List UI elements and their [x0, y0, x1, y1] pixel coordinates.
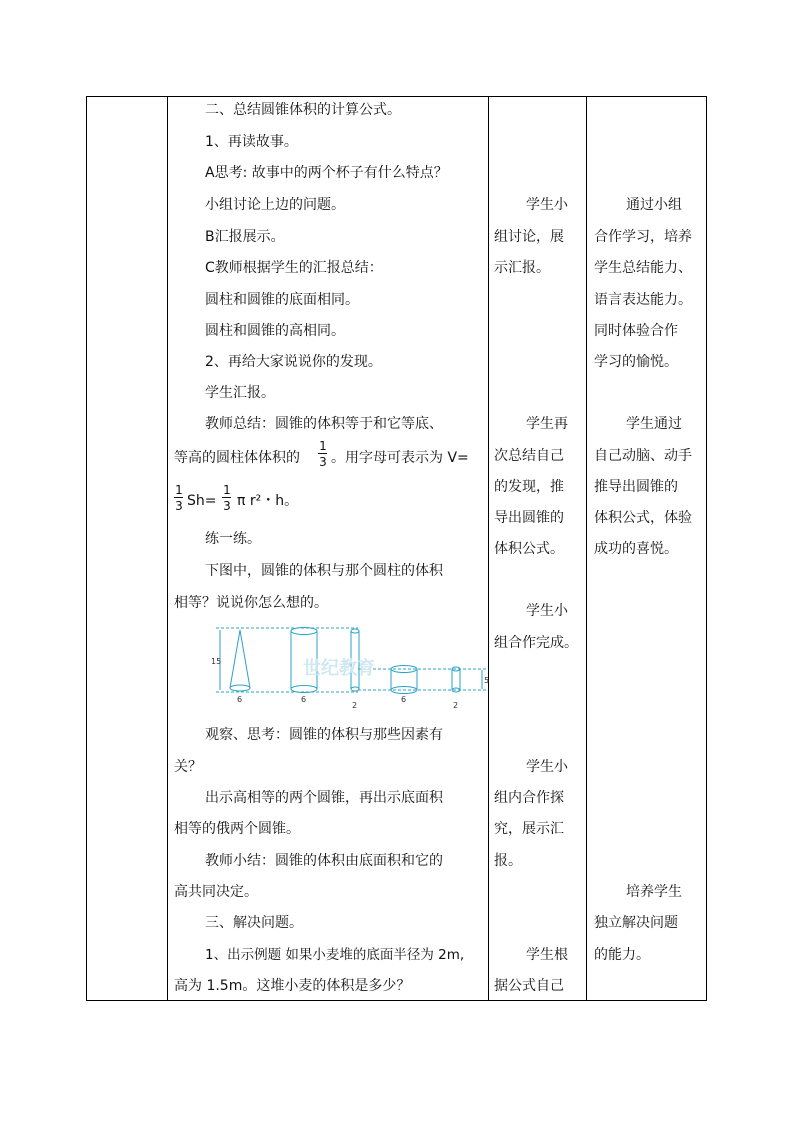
cylinder-base — [291, 686, 317, 693]
dim-label: 5 — [484, 676, 490, 685]
intent-line: 推导出圆锥的 — [594, 479, 678, 495]
fraction-numerator: 1 — [319, 439, 327, 453]
intent-line: 的能力。 — [594, 947, 650, 963]
fraction-denominator: 3 — [175, 499, 183, 513]
content-line: Sh= — [187, 493, 217, 509]
content-line: 2、再给大家说说你的发现。 — [205, 354, 382, 370]
student-line: 组讨论，展 — [494, 229, 564, 245]
dim-label: 6 — [301, 695, 307, 704]
fraction-bar — [174, 497, 183, 498]
column-divider — [488, 97, 489, 1000]
fraction-bar — [222, 497, 231, 498]
fraction-numerator: 1 — [223, 483, 231, 497]
student-line: 次总结自己 — [494, 448, 564, 464]
content-line: 相等？说说你怎么想的。 — [174, 595, 328, 611]
content-line: A思考: 故事中的两个杯子有什么特点？ — [205, 165, 448, 181]
student-line: 学生小 — [526, 197, 568, 213]
content-line: C教师根据学生的汇报总结： — [205, 260, 383, 276]
student-line: 学生小 — [526, 759, 568, 775]
content-line: 相等的俄两个圆锥。 — [174, 821, 300, 837]
intent-line: 合作学习，培养 — [594, 229, 692, 245]
content-line: 等高的圆柱体体积的 — [174, 450, 300, 466]
student-line: 学生小 — [526, 603, 568, 619]
content-line: 观察、思考：圆锥的体积与那些因素有 — [205, 727, 443, 743]
content-line: 练一练。 — [205, 531, 261, 547]
student-line: 组内合作探 — [494, 790, 564, 806]
watermark: 世纪教育 — [303, 658, 375, 679]
fraction-denominator: 3 — [319, 455, 327, 469]
content-line: B汇报展示。 — [205, 229, 285, 245]
intent-line: 学习的愉悦。 — [594, 354, 678, 370]
content-line: 教师总结：圆锥的体积等于和它等底、 — [205, 416, 443, 432]
column-divider — [586, 97, 587, 1000]
intent-line: 独立解决问题 — [594, 915, 678, 931]
fraction-denominator: 3 — [223, 499, 231, 513]
cylinder-top — [291, 628, 317, 635]
intent-line: 学生通过 — [626, 416, 682, 432]
content-line: 出示高相等的两个圆锥，再出示底面积 — [205, 790, 443, 806]
student-line: 示汇报。 — [494, 260, 550, 276]
intent-line: 自己动脑、动手 — [594, 448, 692, 464]
student-line: 报。 — [494, 853, 522, 869]
intent-line: 成功的喜悦。 — [594, 541, 678, 557]
fraction-bar — [318, 453, 327, 454]
section-heading: 二、总结圆锥体积的计算公式。 — [205, 102, 401, 118]
intent-line: 同时体验合作 — [594, 323, 678, 339]
cone-cylinder-figure — [208, 622, 490, 712]
student-line: 究，展示汇 — [494, 821, 564, 837]
fraction-numerator: 1 — [175, 483, 183, 497]
intent-line: 体积公式，体验 — [594, 510, 692, 526]
intent-line: 培养学生 — [626, 884, 682, 900]
student-line: 导出圆锥的 — [494, 510, 564, 526]
content-line: 小组讨论上边的问题。 — [205, 197, 345, 213]
student-line: 学生再 — [526, 416, 568, 432]
section-heading: 三、解决问题。 — [205, 915, 303, 931]
student-line: 学生根 — [526, 947, 568, 963]
cone-base — [230, 685, 250, 691]
intent-line: 通过小组 — [626, 197, 682, 213]
student-line: 的发现，推 — [494, 479, 564, 495]
cylinder-top — [351, 629, 359, 633]
student-line: 据公式自己 — [494, 978, 564, 994]
content-line: π r²・h。 — [237, 493, 299, 509]
dim-label: 15 — [211, 657, 222, 666]
content-line: 高共同决定。 — [174, 884, 258, 900]
dim-label: 2 — [453, 701, 459, 710]
content-line: 圆柱和圆锥的高相同。 — [205, 323, 345, 339]
cylinder-base — [351, 687, 359, 691]
content-line: 关？ — [174, 759, 202, 775]
dim-label: 6 — [237, 695, 243, 704]
content-line: 高为 1.5m。这堆小麦的体积是多少？ — [174, 978, 411, 994]
intent-line: 学生总结能力、 — [594, 260, 692, 276]
content-line: 。用字母可表示为 V= — [331, 450, 469, 466]
dim-label: 6 — [401, 695, 407, 704]
cone-shape — [230, 630, 250, 688]
column-divider — [167, 97, 168, 1000]
content-line: 1、再读故事。 — [205, 134, 298, 150]
content-line: 下图中，圆锥的体积与那个圆柱的体积 — [205, 563, 443, 579]
content-line: 教师小结：圆锥的体积由底面积和它的 — [205, 853, 443, 869]
student-line: 体积公式。 — [494, 541, 564, 557]
intent-line: 语言表达能力。 — [594, 292, 692, 308]
dim-label: 2 — [352, 701, 358, 710]
student-line: 组合作完成。 — [494, 635, 578, 651]
content-line: 学生汇报。 — [205, 385, 275, 401]
content-line: 1、出示例题 如果小麦堆的底面半径为 2m, — [205, 947, 465, 963]
content-line: 圆柱和圆锥的底面相同。 — [205, 292, 359, 308]
